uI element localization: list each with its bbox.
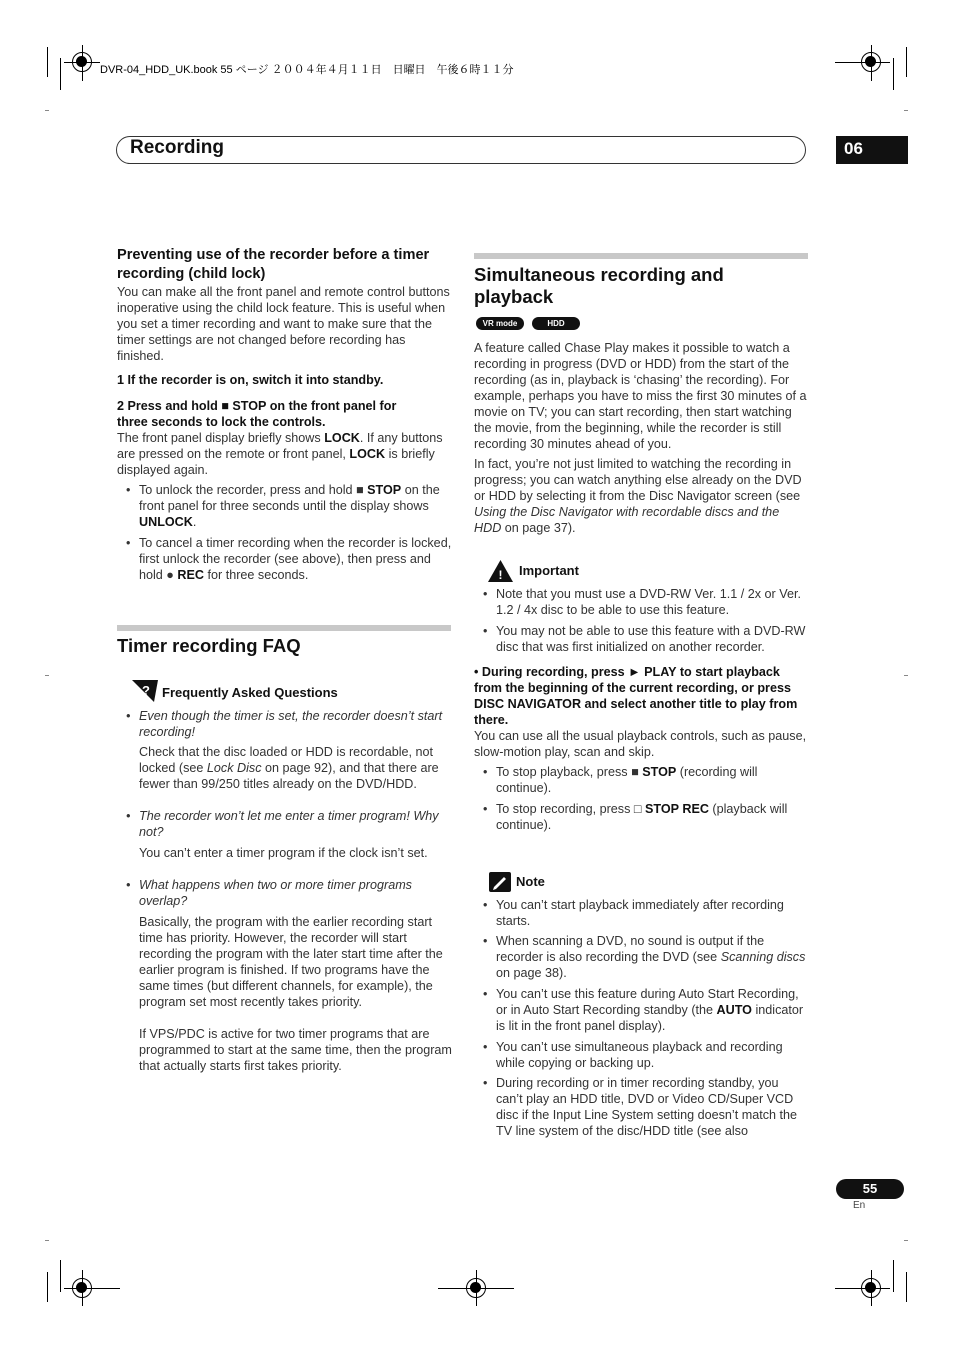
trim-tick bbox=[904, 1240, 908, 1241]
faq-question: • Even though the timer is set, the recorder doesn’t start recording! bbox=[117, 708, 452, 740]
text: on page 38). bbox=[496, 966, 567, 980]
page-number: 55 bbox=[836, 1179, 904, 1199]
text: When scanning a DVD, no sound is output if the recorder is also recording the DVD (see bbox=[496, 934, 765, 964]
stop-rec-button-label: STOP REC bbox=[645, 802, 709, 816]
faq-heading: Timer recording FAQ bbox=[117, 635, 301, 656]
text: (recording will continue). bbox=[496, 765, 758, 795]
stop-button-label: STOP bbox=[642, 765, 677, 779]
step-2-line-1: 2 Press and hold ■ STOP on the front panel for bbox=[117, 399, 397, 413]
child-lock-heading: Preventing use of the recorder before a timer recording (child lock) bbox=[117, 247, 430, 282]
faq-question: • What happens when two or more timer programs overlap? bbox=[117, 877, 452, 909]
stop-button-label: STOP bbox=[367, 483, 402, 497]
rec-button-label: REC bbox=[177, 568, 205, 582]
step-2 bbox=[117, 398, 452, 430]
vr-mode-badge: VR mode bbox=[476, 317, 524, 330]
text: The front panel display briefly shows bbox=[117, 431, 325, 445]
section-divider-bar bbox=[117, 625, 451, 631]
list-item: • Note that you must use a DVD-RW Ver. 1.1 / 2x or Ver. 1.2 / 4x disc to be able to use this feature. bbox=[474, 586, 808, 618]
list-item bbox=[117, 535, 452, 583]
text: To stop recording, press □ bbox=[496, 802, 646, 816]
cross-reference: Scanning discs bbox=[720, 950, 806, 964]
text: . If any buttons are pressed on the remote or front panel, bbox=[117, 431, 443, 461]
faq-question: • The recorder won’t let me enter a timer program! Why not? bbox=[117, 808, 452, 840]
text: for three seconds. bbox=[204, 568, 309, 582]
section-title: Recording bbox=[130, 137, 224, 158]
faq-answer: Basically, the program with the earlier recording start time has priority. However, the recorder will start recording the program with the later start time after the earlier program is finished. If two programs have the same times (but different channels, for example), the program set most recently takes priority. bbox=[139, 915, 443, 1009]
important-title: Important bbox=[519, 563, 579, 578]
lock-indicator: LOCK bbox=[324, 431, 360, 445]
list-item: • You can’t start playback immediately after recording starts. bbox=[474, 897, 808, 929]
text: You can’t use this feature during Auto Start Recording, or in Auto Start Recording standby (the bbox=[496, 987, 799, 1017]
display-note bbox=[117, 430, 452, 478]
step-1: 1 If the recorder is on, switch it into standby. bbox=[117, 373, 384, 387]
list-item bbox=[117, 482, 452, 530]
right-column-lower bbox=[474, 586, 808, 833]
important-list bbox=[474, 586, 808, 655]
simultaneous-heading: Simultaneous recording and playback bbox=[474, 264, 724, 307]
chase-play-intro: A feature called Chase Play makes it possible to watch a recording in progress (DVD or HDD) from the start of the recording (as in, playback is ‘chasing’ the recording). For example, perhaps you have to miss the first 30 minutes of a movie on TV; you can start recording, then start watching the movie, from the beginning, while the recorder is still recording 30 minutes ahead of you. bbox=[474, 341, 807, 451]
step-2-line-2: three seconds to lock the controls. bbox=[117, 415, 326, 429]
unlock-indicator: UNLOCK bbox=[139, 515, 193, 529]
hdd-badge: HDD bbox=[532, 317, 580, 330]
trim-tick bbox=[45, 675, 49, 676]
chapter-number: 06 bbox=[836, 136, 908, 164]
faq-answer bbox=[117, 744, 452, 792]
note-list bbox=[474, 897, 808, 1139]
cross-reference: Using the Disc Navigator with recordable discs and the HDD bbox=[474, 505, 780, 535]
list-item bbox=[474, 986, 808, 1034]
book-file-header: DVR-04_HDD_UK.book 55 ページ ２００４年４月１１日 日曜日 午後６時１１分 bbox=[100, 64, 514, 76]
faq-answer: If VPS/PDC is active for two timer programs that are programmed to start at the same time, then the program that actually starts first takes priority. bbox=[139, 1027, 452, 1073]
faq-icon bbox=[132, 680, 158, 707]
list-item: • During recording or in timer recording standby, you can’t play an HDD title, DVD or Video CD/Super VCD disc if the Input Line System setting doesn’t match the TV line system of the disc/HDD title (see also bbox=[474, 1075, 808, 1139]
playback-step: • During recording, press ► PLAY to start playback from the beginning of the current recording, or press DISC NAVIGATOR and select another title to play from there. bbox=[474, 665, 798, 727]
text: indicator is lit in the front panel display). bbox=[496, 1003, 804, 1033]
text: In fact, you’re not just limited to watching the recording in progress; you can watch anything else already on the DVD or HDD by selecting it from the Disc Navigator screen (see bbox=[474, 457, 802, 503]
trim-tick bbox=[904, 675, 908, 676]
child-lock-intro: You can make all the front panel and remote control buttons inoperative using the child lock feature. This is useful when you set a timer recording and want to make sure that the timer settings are not changed before recording has finished. bbox=[117, 285, 450, 363]
note-title: Note bbox=[516, 874, 545, 889]
child-lock-bullets bbox=[117, 482, 452, 583]
svg-text:!: ! bbox=[498, 568, 503, 582]
important-icon bbox=[488, 560, 513, 587]
text: is briefly displayed again. bbox=[117, 447, 435, 477]
right-column bbox=[474, 340, 808, 536]
text: on page 92), and that there are fewer than 99/250 titles already on the DVD/HDD. bbox=[139, 761, 439, 791]
trim-tick bbox=[45, 110, 49, 111]
text: Check that the disc loaded or HDD is recordable, not locked (see bbox=[139, 745, 434, 775]
svg-text:?: ? bbox=[142, 683, 150, 698]
note-icon bbox=[489, 872, 511, 897]
faq-items bbox=[117, 708, 452, 740]
text: (playback will continue). bbox=[496, 802, 788, 832]
text: To cancel a timer recording when the recorder is locked, first unlock the recorder (see above), then press and hold ● bbox=[139, 536, 452, 582]
cross-reference: Lock Disc bbox=[206, 761, 262, 775]
trim-tick bbox=[45, 1240, 49, 1241]
section-divider-bar bbox=[474, 253, 808, 259]
list-item: • You can’t use simultaneous playback and recording while copying or backing up. bbox=[474, 1039, 808, 1071]
list-item bbox=[474, 801, 808, 833]
list-item: • You may not be able to use this feature with a DVD-RW disc that was first initialized on another recorder. bbox=[474, 623, 808, 655]
left-column bbox=[117, 246, 452, 583]
chase-play-more bbox=[474, 456, 808, 536]
text: To stop playback, press ■ bbox=[496, 765, 643, 779]
auto-indicator: AUTO bbox=[716, 1003, 752, 1017]
trim-tick bbox=[904, 110, 908, 111]
faq-items bbox=[117, 808, 452, 840]
list-item bbox=[474, 933, 808, 981]
text: To unlock the recorder, press and hold ■ bbox=[139, 483, 368, 497]
list-item bbox=[474, 764, 808, 796]
faq-list bbox=[117, 708, 452, 1074]
faq-items bbox=[117, 877, 452, 909]
text: . bbox=[192, 515, 197, 529]
stop-list bbox=[474, 764, 808, 833]
playback-step-body: You can use all the usual playback controls, such as pause, slow-motion play, scan and skip. bbox=[474, 729, 807, 759]
text: on page 37). bbox=[501, 521, 576, 535]
note-list-wrap bbox=[474, 897, 808, 1139]
page-language: En bbox=[853, 1200, 866, 1211]
lock-indicator: LOCK bbox=[349, 447, 386, 461]
faq-answer: You can’t enter a timer program if the clock isn’t set. bbox=[139, 846, 428, 860]
text: on the front panel for three seconds until the display shows bbox=[139, 483, 440, 513]
faq-box-title: Frequently Asked Questions bbox=[162, 685, 338, 700]
